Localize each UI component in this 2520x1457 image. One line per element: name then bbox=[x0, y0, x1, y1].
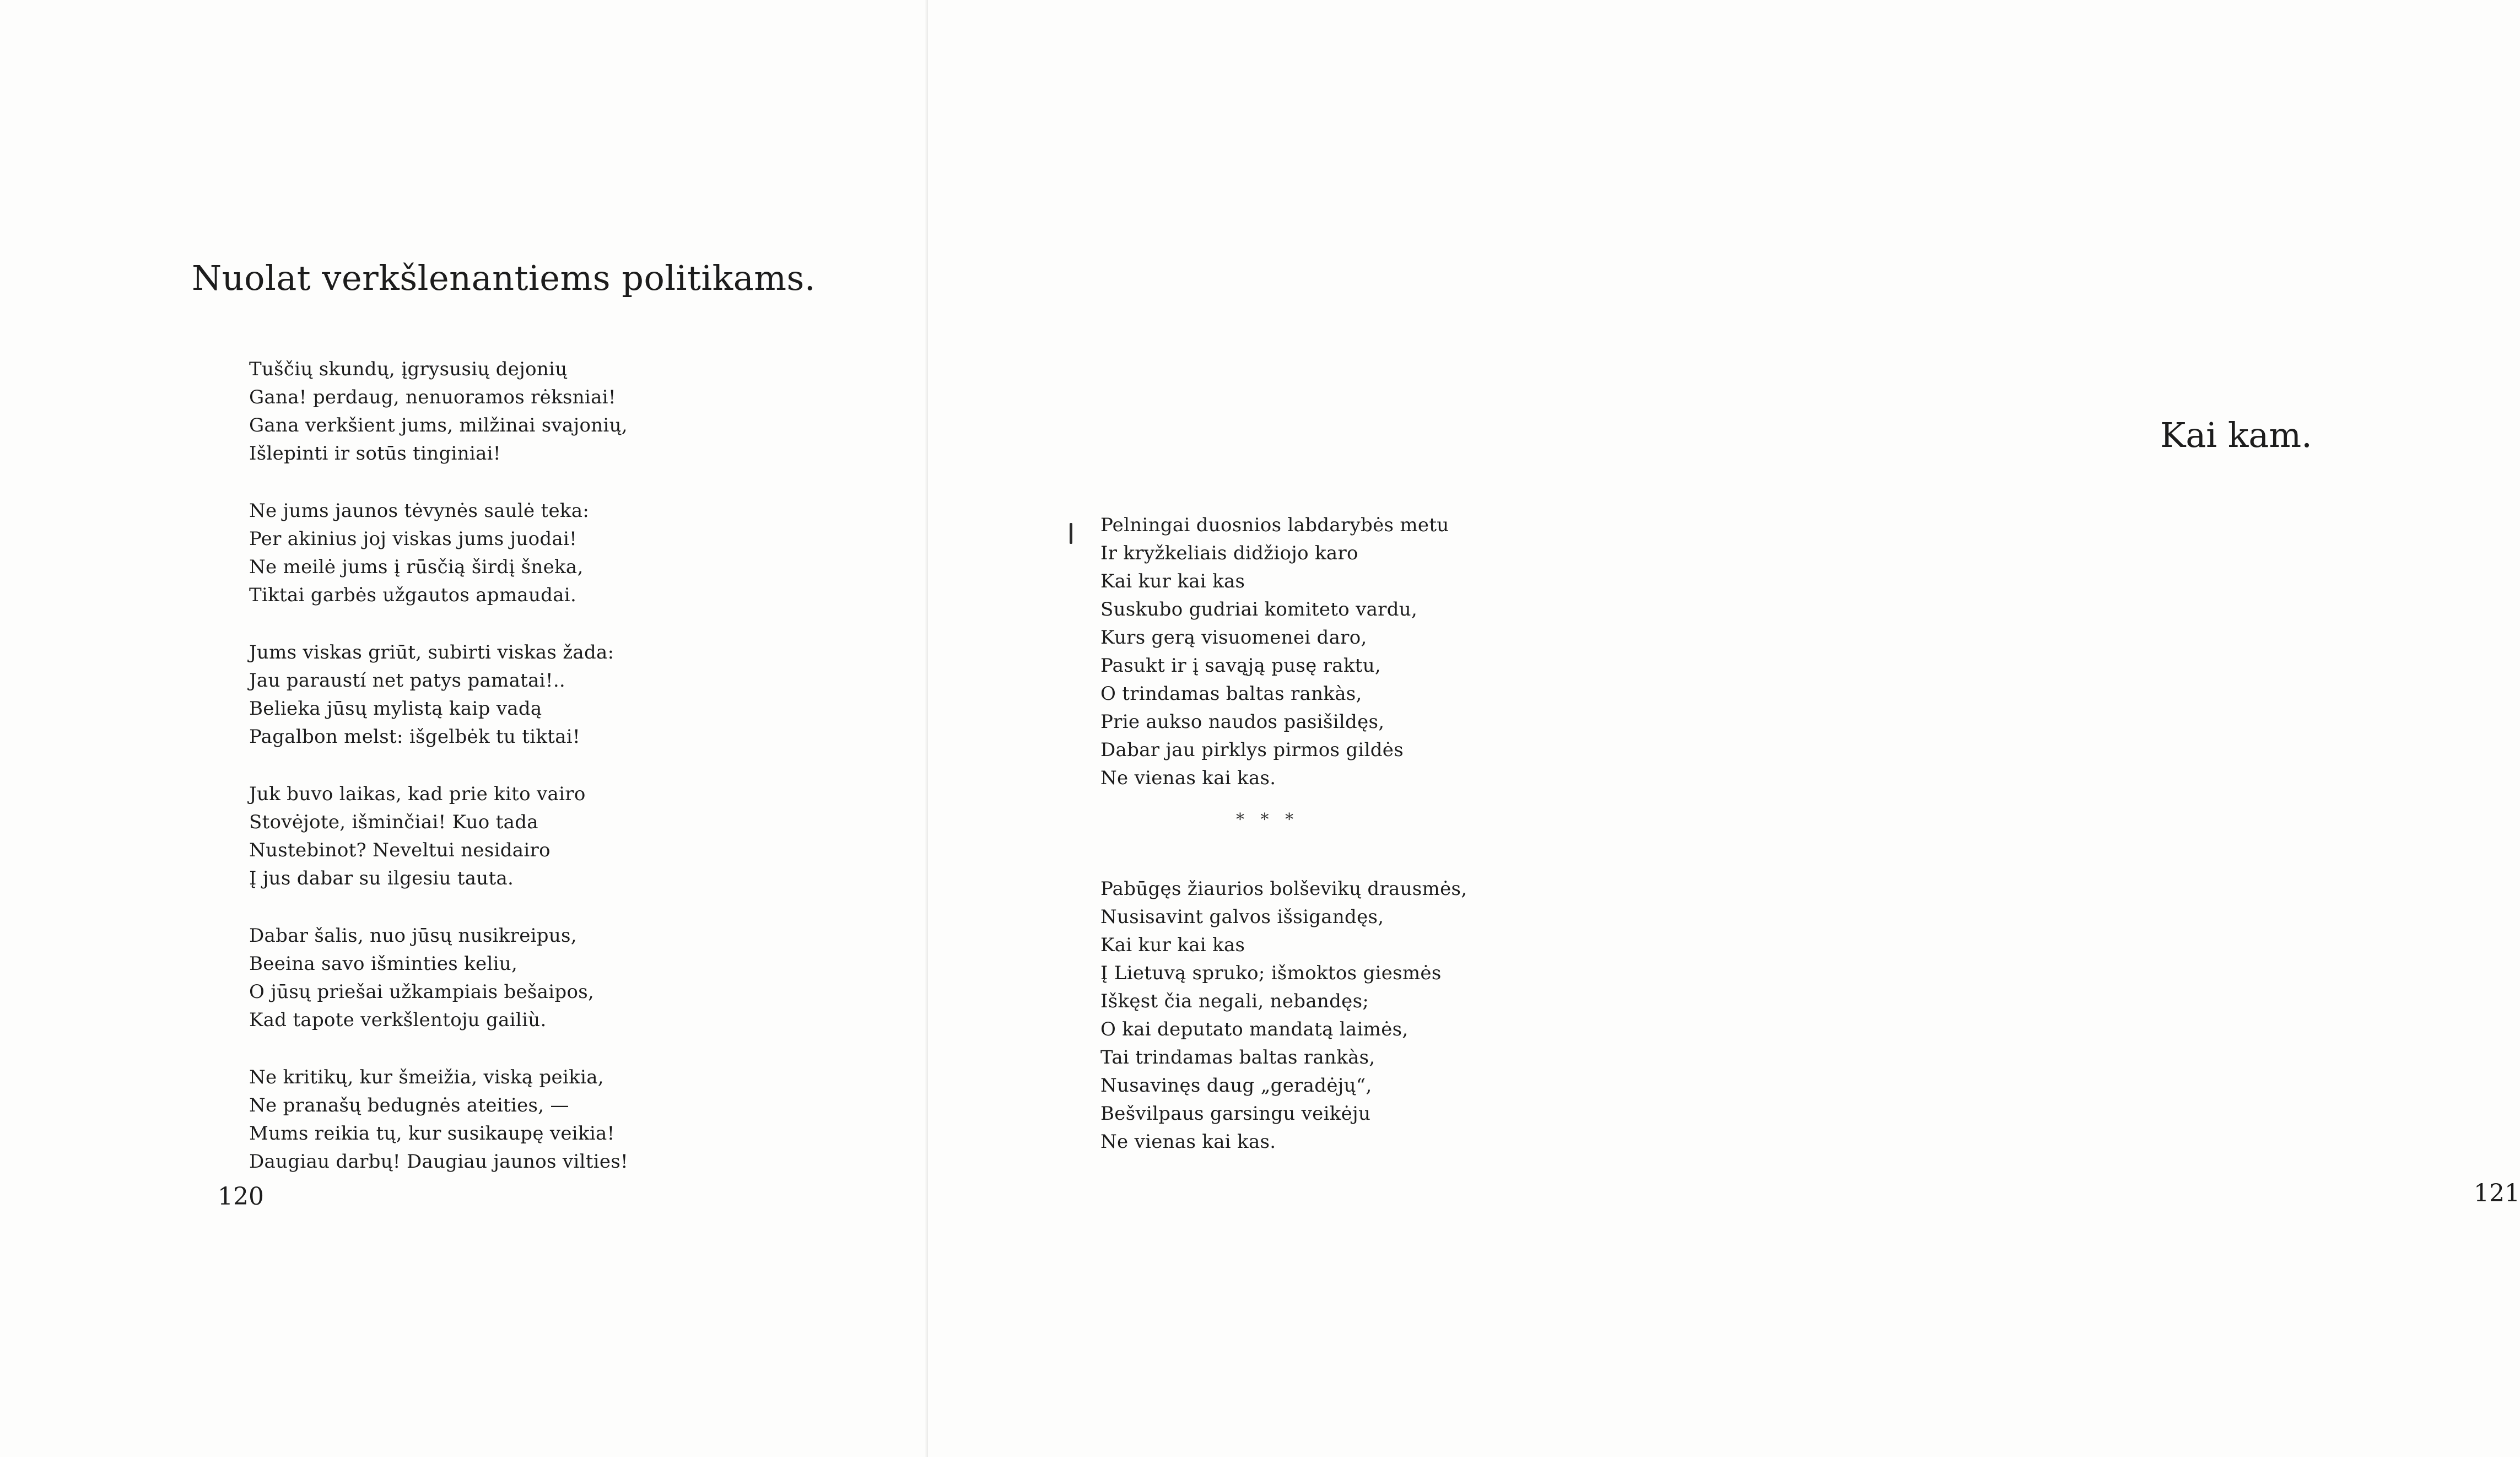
page-number-right: 121 bbox=[2474, 1179, 2520, 1207]
verse-line: Pelningai duosnios labdarybės metu bbox=[1100, 514, 1449, 536]
stanza-separator: * * * bbox=[1236, 810, 1299, 829]
verse-line: Tiktai garbės užgautos apmaudai. bbox=[249, 584, 577, 606]
verse-line: Juk buvo laikas, kad prie kito vairo bbox=[249, 783, 586, 805]
verse-line: Tuščių skundų, įgrysusių dejonių bbox=[249, 358, 568, 380]
stanza bbox=[249, 1064, 628, 1176]
verse-line: Beeina savo išminties keliu, bbox=[249, 953, 518, 975]
verse-line: Per akinius joj viskas jums juodai! bbox=[249, 528, 578, 550]
stanza bbox=[249, 497, 628, 609]
verse-line: Dabar jau pirklys pirmos gildės bbox=[1100, 739, 1404, 761]
verse-line: Ir kryžkeliais didžiojo karo bbox=[1100, 542, 1358, 564]
poem-body-right bbox=[1100, 511, 1467, 1156]
page-number-left: 120 bbox=[218, 1183, 264, 1211]
poem-body-left bbox=[249, 355, 628, 1205]
verse-line: Pabūgęs žiaurios bolševikų drausmės, bbox=[1100, 878, 1467, 900]
verse-line: Ne vienas kai kas. bbox=[1100, 767, 1276, 789]
stanza bbox=[1100, 875, 1467, 1156]
verse-line: Mums reikia tų, kur susikaupę veikia! bbox=[249, 1123, 615, 1145]
poem-title-right: Kai kam. bbox=[2160, 415, 2312, 455]
verse-line: Pagalbon melst: išgelbėk tu tiktai! bbox=[249, 726, 580, 748]
verse-line: Ne kritikų, kur šmeižia, viską peikia, bbox=[249, 1066, 604, 1088]
verse-line: Daugiau darbų! Daugiau jaunos vilties! bbox=[249, 1151, 628, 1173]
verse-line: Tai trindamas baltas rankàs, bbox=[1100, 1046, 1375, 1069]
margin-mark bbox=[1070, 523, 1072, 544]
verse-line: Kai kur kai kas bbox=[1100, 934, 1245, 956]
verse-line: Bešvilpaus garsingu veikėju bbox=[1100, 1103, 1371, 1125]
verse-line: Suskubo gudriai komiteto vardu, bbox=[1100, 598, 1418, 620]
verse-line: Išlepinti ir sotūs tinginiai! bbox=[249, 443, 501, 465]
verse-line: Į jus dabar su ilgesiu tauta. bbox=[249, 867, 514, 889]
verse-line: Prie aukso naudos pasišildęs, bbox=[1100, 711, 1385, 733]
verse-line: Ne meilė jums į rūsčią širdį šneka, bbox=[249, 556, 584, 578]
stanza bbox=[249, 922, 628, 1034]
verse-line: Ne vienas kai kas. bbox=[1100, 1131, 1276, 1153]
stanza bbox=[249, 639, 628, 751]
verse-line: O jūsų priešai užkampiais bešaipos, bbox=[249, 981, 595, 1003]
verse-line: Gana verkšient jums, milžinai svajonių, bbox=[249, 414, 628, 436]
verse-line: Nustebinot? Neveltui nesidairo bbox=[249, 839, 551, 861]
verse-line: Stovėjote, išminčiai! Kuo tada bbox=[249, 811, 538, 833]
verse-line: Į Lietuvą spruko; išmoktos giesmės bbox=[1100, 962, 1442, 984]
verse-line: Ne pranašų bedugnės ateities, — bbox=[249, 1094, 569, 1116]
verse-line: Jums viskas griūt, subirti viskas žada: bbox=[249, 641, 614, 663]
verse-line: Gana! perdaug, nenuoramos rėksniai! bbox=[249, 386, 616, 408]
stanza bbox=[249, 780, 628, 893]
verse-line: Kad tapote verkšlentoju gailiù. bbox=[249, 1009, 547, 1031]
verse-line: Belieka jūsų mylistą kaip vadą bbox=[249, 698, 542, 720]
verse-line: Pasukt ir į savąją pusę raktu, bbox=[1100, 655, 1382, 677]
verse-line: Ne jums jaunos tėvynės saulė teka: bbox=[249, 500, 590, 522]
poem-title-left: Nuolat verkšlenantiems politikams. bbox=[192, 258, 816, 298]
verse-line: Kurs gerą visuomenei daro, bbox=[1100, 627, 1367, 649]
verse-line: Nusisavint galvos išsigandęs, bbox=[1100, 906, 1384, 928]
verse-line: O trindamas baltas rankàs, bbox=[1100, 683, 1362, 705]
verse-line: Nusavinęs daug „geradėjų“, bbox=[1100, 1075, 1372, 1097]
verse-line: Dabar šalis, nuo jūsų nusikreipus, bbox=[249, 925, 577, 947]
left-page bbox=[0, 0, 928, 1457]
verse-line: Iškęst čia negali, nebandęs; bbox=[1100, 990, 1369, 1012]
verse-line: Jau paraustí net patys pamatai!.. bbox=[249, 670, 566, 692]
stanza bbox=[1100, 511, 1467, 792]
verse-line: O kai deputato mandatą laimės, bbox=[1100, 1018, 1409, 1040]
stanza bbox=[249, 355, 628, 468]
verse-line: Kai kur kai kas bbox=[1100, 570, 1245, 592]
